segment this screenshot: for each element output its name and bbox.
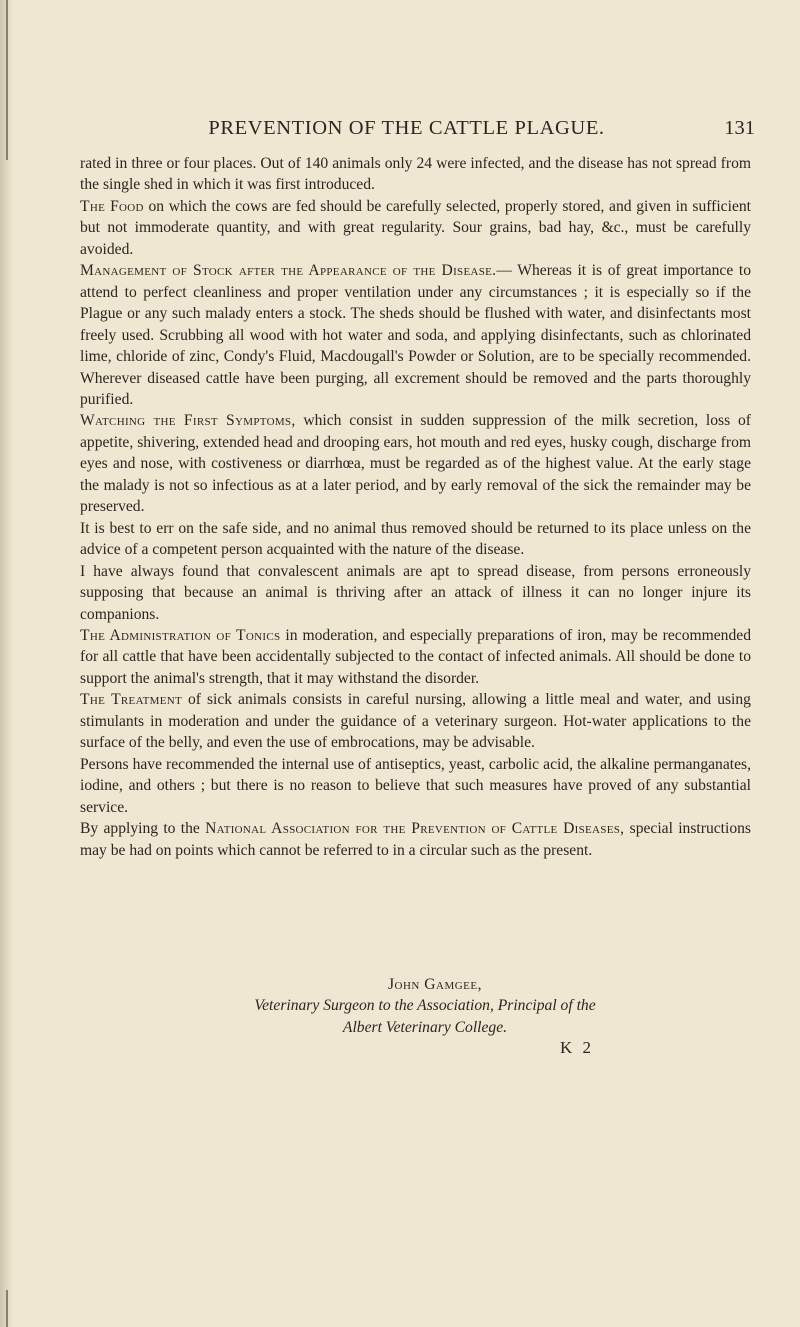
signature-title-line1: Veterinary Surgeon to the Association, Principal of the (254, 997, 596, 1015)
paragraph-text: rated in three or four places. Out of 140 animals only 24 were infected, and the disease has not spread from the single shed in which it was first introduced. (80, 155, 751, 194)
signature-block (100, 974, 750, 1038)
page-header (58, 111, 755, 147)
paragraph (80, 518, 751, 561)
paragraph-lead: The Administration of Tonics (80, 626, 281, 644)
paragraph-text: It is best to err on the safe side, and no animal thus removed should be returned to its place unless on the advice of a competent person acquainted with the nature of the disease. (80, 519, 751, 559)
paragraph-lead: Watching the First Symptoms, (80, 412, 296, 430)
paragraph (80, 689, 751, 753)
paragraph-text: in moderation, and especially preparations of iron, may be recommended for all cattle that have been accidentally subjected to the contact of infected animals. All should be done to support the animal's strength, that it may withstand the disorder. (80, 626, 751, 687)
paragraph-lead: The Treatment (80, 691, 182, 709)
paragraph-lead: The Food (80, 197, 144, 215)
paragraph (80, 153, 751, 196)
signature-name: John Gamgee, (387, 976, 483, 993)
paragraph (80, 625, 751, 689)
printer-signature-mark: K 2 (560, 1038, 595, 1057)
page-number: 131 (724, 117, 755, 139)
running-title: PREVENTION OF THE CATTLE PLAGUE. (208, 117, 605, 139)
paragraph (80, 410, 751, 517)
paragraph (80, 260, 751, 410)
paragraph (80, 818, 751, 861)
margin-mark (6, 1290, 8, 1327)
margin-mark (6, 0, 8, 160)
paragraph (80, 754, 751, 818)
body-text (80, 153, 751, 861)
paragraph-text: which consist in sudden suppression of the milk secretion, loss of appetite, shivering, extended head and drooping ears, hot mouth and red eyes, husky cough, discharge from eyes and nose, with costiveness or diarrhœa, must be regarded as of the highest value. At the early stage the malady is not so infectious as at a later period, and by early removal of the sick the remainder may be preserved. (80, 412, 751, 516)
paragraph-text: special instructions may be had on points which cannot be referred to in a circular such as the present. (80, 820, 751, 859)
page-binding-edge (0, 0, 14, 1327)
paragraph-text: — Whereas it is of great importance to attend to perfect cleanliness and proper ventilation under any circumstances ; it is especially so if the Plague or any such malady enters a stock. The sheds should be flushed with water, and disinfectants most freely used. Scrubbing all wood with hot water and soda, and applying disinfectants, such as chlorinated lime, chloride of zinc, Condy's Fluid, Macdougall's Powder or Solution, are to be specially recommended. Wherever diseased cattle have been purging, all excrement should be removed and the parts thoroughly purified. (80, 262, 751, 408)
paragraph-text: of sick animals consists in careful nursing, allowing a little meal and water, and using stimulants in moderation and under the guidance of a veterinary surgeon. Hot-water applications to the surface of the belly, and even the use of embrocations, may be advisable. (80, 691, 751, 752)
paragraph-pre: By applying to the (80, 820, 206, 838)
paragraph-text: Persons have recommended the internal use of antiseptics, yeast, carbolic acid, the alkaline permanganates, iodine, and others ; but there is no reason to believe that such measures have proved of any substantial service. (80, 755, 751, 816)
signature-title-line2: Albert Veterinary College. (342, 1018, 508, 1036)
paragraph-lead: Management of Stock after the Appearance of the Disease. (80, 262, 497, 280)
paragraph (80, 561, 751, 625)
paragraph-text: I have always found that convalescent animals are apt to spread disease, from persons erroneously supposing that because an animal is thriving after an attack of illness it can no longer injure its companions. (80, 562, 751, 623)
paragraph (80, 196, 751, 260)
paragraph-text: on which the cows are fed should be carefully selected, properly stored, and given in sufficient but not immoderate quantity, and with great regularity. Sour grains, bad hay, &c., must be carefully avoided. (80, 197, 751, 258)
paragraph-lead: National Association for the Prevention of Cattle Diseases, (205, 820, 625, 838)
